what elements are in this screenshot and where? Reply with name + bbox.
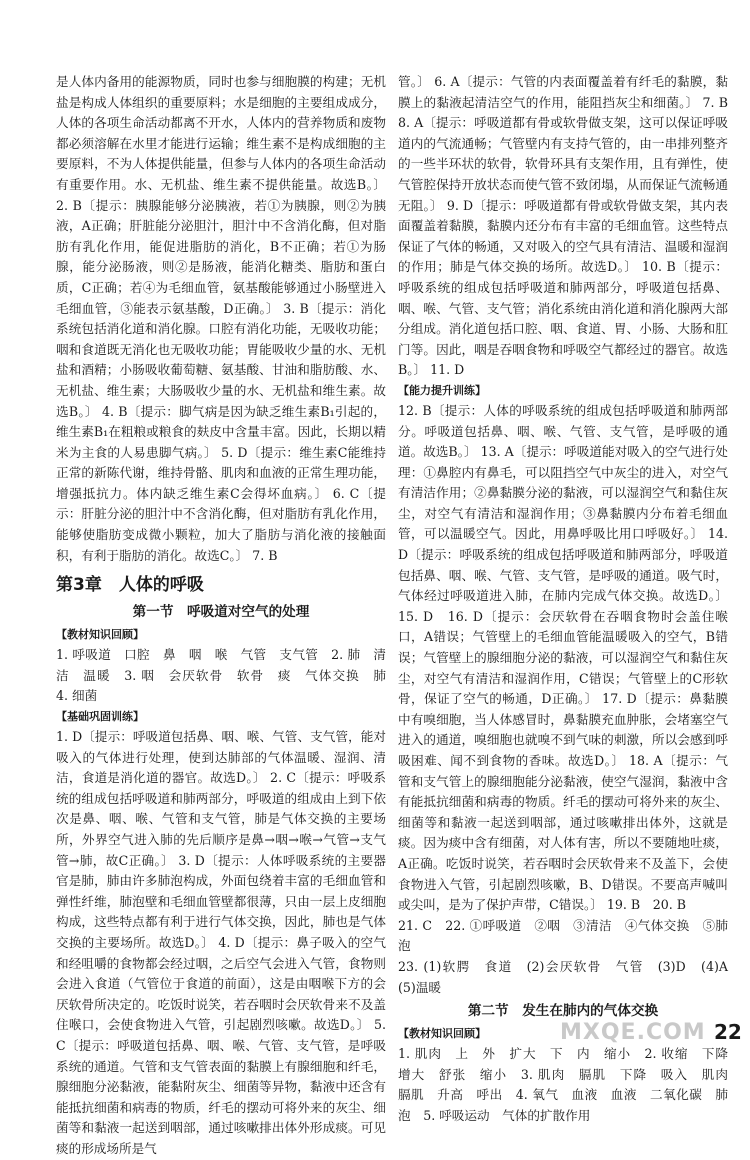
section-title: 第一节 呼吸道对空气的处理 bbox=[132, 604, 310, 621]
page-number: 22 bbox=[714, 1020, 742, 1044]
section-label: 【基础巩固训练】 bbox=[56, 710, 144, 724]
knowledge-answers: 1. 肌肉 上 外 扩大 下 内 缩小 2. 收缩 下降 增大 舒张 缩小 3. 肌肉 膈肌 下降 吸入 肌肉 膈肌 升高 呼出 4. 氧气 血液 血液 二氧化碳 肺泡 5. 呼吸运动 气体的扩散作用 bbox=[398, 1046, 741, 1123]
answer-text: 管。〕 6. A〔提示：气管的内表面覆盖着有纤毛的黏膜，黏膜上的黏液起清洁空气的作用，能阻挡灰尘和细菌。〕 7. B 8. A〔提示：呼吸道都有骨或软骨做支架，这可以保证呼吸道内的气流通畅；气管壁内有支持气管的，由一串排列整齐的一些半环状的软骨，软骨环具有支架作用，且有弹性，使气管腔保持开放状态而使气管不致闭塌，从而保证气流畅通无阻。〕 9. D〔提示：呼吸道都有骨或软骨做支架，其内表面覆盖着黏膜，黏膜内还分布有丰富的毛细血管。这些特点保证了气体的畅通，又对吸入的空气具有清洁、温暖和湿润的作用；肺是气体交换的场所。故选D。〕 10. B〔提示：呼吸系统的组成包括呼吸道和肺两部分，呼吸道包括鼻、咽、喉、气管、支气管；消化系统由消化道和消化腺两大部分组成。消化道包括口腔、咽、食道、胃、小肠、大肠和肛门等。因此，咽是吞咽食物和呼吸空气都经过的器官。故选B。〕 11. D bbox=[398, 74, 741, 378]
right-column bbox=[398, 72, 741, 1127]
chapter-title: 第3章 人体的呼吸 bbox=[56, 575, 204, 596]
answer-text: 1. D〔提示：呼吸道包括鼻、咽、喉、气管、支气管，能对吸入的气体进行处理，使到达肺部的气体温暖、湿润、清洁，食道是消化道的器官。故选D。〕 2. C〔提示：呼吸系统的组成包括呼吸道和肺两部分，呼吸道的组成由上到下依次是鼻、咽、喉、气管和支气管，肺是气体交换的主要场所，外界空气进入肺的先后顺序是鼻→咽→喉→气管→支气管→肺，故C正确。〕 3. D〔提示：人体呼吸系统的主要器官是肺，肺由许多肺泡构成，外面包绕着丰富的毛细血管和弹性纤维，肺泡壁和毛细血管壁都很薄，只由一层上皮细胞构成，这些特点都有利于进行气体交换，因此，肺也是气体交换的主要场所。故选D。〕 4. D〔提示：鼻子吸入的空气和经咀嚼的食物都会经过咽，之后空气会进入气管，食物则会进入食道（气管位于食道的前面），这是由咽喉下方的会厌软骨所决定的。吃饭时说笑，若吞咽时会厌软骨来不及盖住喉口，会使食物进入气管，引起剧烈咳嗽。故选D。〕 5. C〔提示：呼吸道包括鼻、咽、喉、气管、支气管，是呼吸系统的通道。气管和支气管表面的黏膜上有腺细胞和纤毛，腺细胞分泌黏液，能黏附灰尘、细菌等异物，黏液中还含有能抵抗细菌和病毒的物质，纤毛的摆动可将外来的灰尘、细菌等和黏液一起送到咽部，通过咳嗽排出体外形成痰。可见痰的形成场所是气 bbox=[56, 729, 386, 1156]
answer-text: 21. C 22. ①呼吸道 ②咽 ③清洁 ④气体交换 ⑤肺泡 bbox=[398, 917, 728, 954]
answer-text: 是人体内备用的能源物质，同时也参与细胞膜的构建；无机盐是构成人体组织的重要原料；水是细胞的主要组成成分，人体的各项生命活动都离不开水，人体内的营养物质和废物都必须溶解在水里才能进行运输；维生素不是构成细胞的主要原料，不为人体提供能量，但参与人体内的各项生命活动有重要作用。水、无机盐、维生素不提供能量。故选B。〕 2. B〔提示：胰腺能够分泌胰液，若①为胰腺，则②为胰液，A正确；肝脏能分泌胆汁，胆汁中不含消化酶，但对脂肪有乳化作用，能促进脂肪的消化，B不正确；若①为肠腺，能分泌肠液，则②是肠液，能消化糖类、脂肪和蛋白质，C正确；若④为毛细血管，氨基酸能够通过小肠壁进入毛细血管，③能表示氨基酸，D正确。〕 3. B〔提示：消化系统包括消化道和消化腺。口腔有消化功能，无吸收功能；咽和食道既无消化也无吸收功能；胃能吸收少量的水、无机盐和酒精；小肠吸收葡萄糖、氨基酸、甘油和脂肪酸、水、无机盐、维生素；大肠吸收少量的水、无机盐和维生素。故选B。〕 4. B〔提示：脚气病是因为缺乏维生素B₁引起的，维生素B₁在粗粮或粮食的麸皮中含量丰富。因此，长期以精米为主食的人易患脚气病。〕 5. D〔提示：维生素C能维持正常的新陈代谢，维持骨骼、肌肉和血液的正常生理功能，增强抵抗力。体内缺乏维生素C会得坏血病。〕 6. C〔提示：肝脏分泌的胆汁中不含消化酶，但对脂肪有乳化作用，能够使脂肪变成微小颗粒，加大了脂肪与消化液的接触面积，有利于脂肪的消化。故选C。〕 7. B bbox=[56, 74, 386, 563]
section-label: 【教材知识回顾】 bbox=[398, 1027, 486, 1041]
left-column bbox=[56, 72, 399, 1160]
answer-text: 23. (1)软腭 食道 (2)会厌软骨 气管 (3)D (4)A (5)温暖 bbox=[398, 958, 741, 995]
section-label: 【教材知识回顾】 bbox=[56, 628, 144, 642]
watermark: MXQE.COM bbox=[560, 1020, 706, 1045]
section-title: 第二节 发生在肺内的气体交换 bbox=[467, 1003, 659, 1020]
knowledge-answers: 1. 呼吸道 口腔 鼻 咽 喉 气管 支气管 2. 肺 清洁 温暖 3. 咽 会厌软骨 软骨 痰 气体交换 肺 4. 细菌 bbox=[56, 647, 399, 704]
section-label: 【能力提升训练】 bbox=[398, 383, 486, 397]
answer-text: 12. B〔提示：人体的呼吸系统的组成包括呼吸道和肺两部分。呼吸道包括鼻、咽、喉、气管、支气管，是呼吸的通道。故选B。〕 13. A〔提示：呼吸道能对吸入的空气进行处理：①鼻腔内有鼻毛，可以阻挡空气中灰尘的进入，对空气有清洁作用；②鼻黏膜分泌的黏液，可以湿润空气和黏住灰尘，对空气有清洁和湿润作用；③鼻黏膜内分布着毛细血管，可以温暖空气。因此，用鼻呼吸比用口呼吸好。〕 14. D〔提示：呼吸系统的组成包括呼吸道和肺两部分，呼吸道包括鼻、咽、喉、气管、支气管，是呼吸的通道。吸气时，气体经过呼吸道进入肺，在肺内完成气体交换。故选D。〕 15. D 16. D〔提示：会厌软骨在吞咽食物时会盖住喉口，A错误；气管壁上的毛细血管能温暖吸入的空气，B错误；气管壁上的腺细胞分泌的黏液，可以湿润空气和黏住灰尘，对空气有清洁和湿润作用，C错误；气管壁上的C形软骨，保证了空气的畅通，D正确。〕 17. D〔提示：鼻黏膜中有嗅细胞，当人体感冒时，鼻黏膜充血肿胀，会堵塞空气进入的通道，嗅细胞也就嗅不到气味的刺激，所以会感到呼吸困难、闻不到食物的香味。故选D。〕 18. A〔提示：气管和支气管上的腺细胞能分泌黏液，使空气湿润，黏液中含有能抵抗细菌和病毒的物质。纤毛的摆动可将外来的灰尘、细菌等和黏液一起送到咽部，通过咳嗽排出体外，这就是痰。因为痰中含有细菌，对人体有害，所以不要随地吐痰，A正确。吃饭时说笑，若吞咽时会厌软骨来不及盖下，会使食物进入气管，引起剧烈咳嗽，B、D错误。不要高声喊叫或尖叫，是为了保护声带，C错误。〕 19. B 20. B bbox=[398, 402, 728, 913]
